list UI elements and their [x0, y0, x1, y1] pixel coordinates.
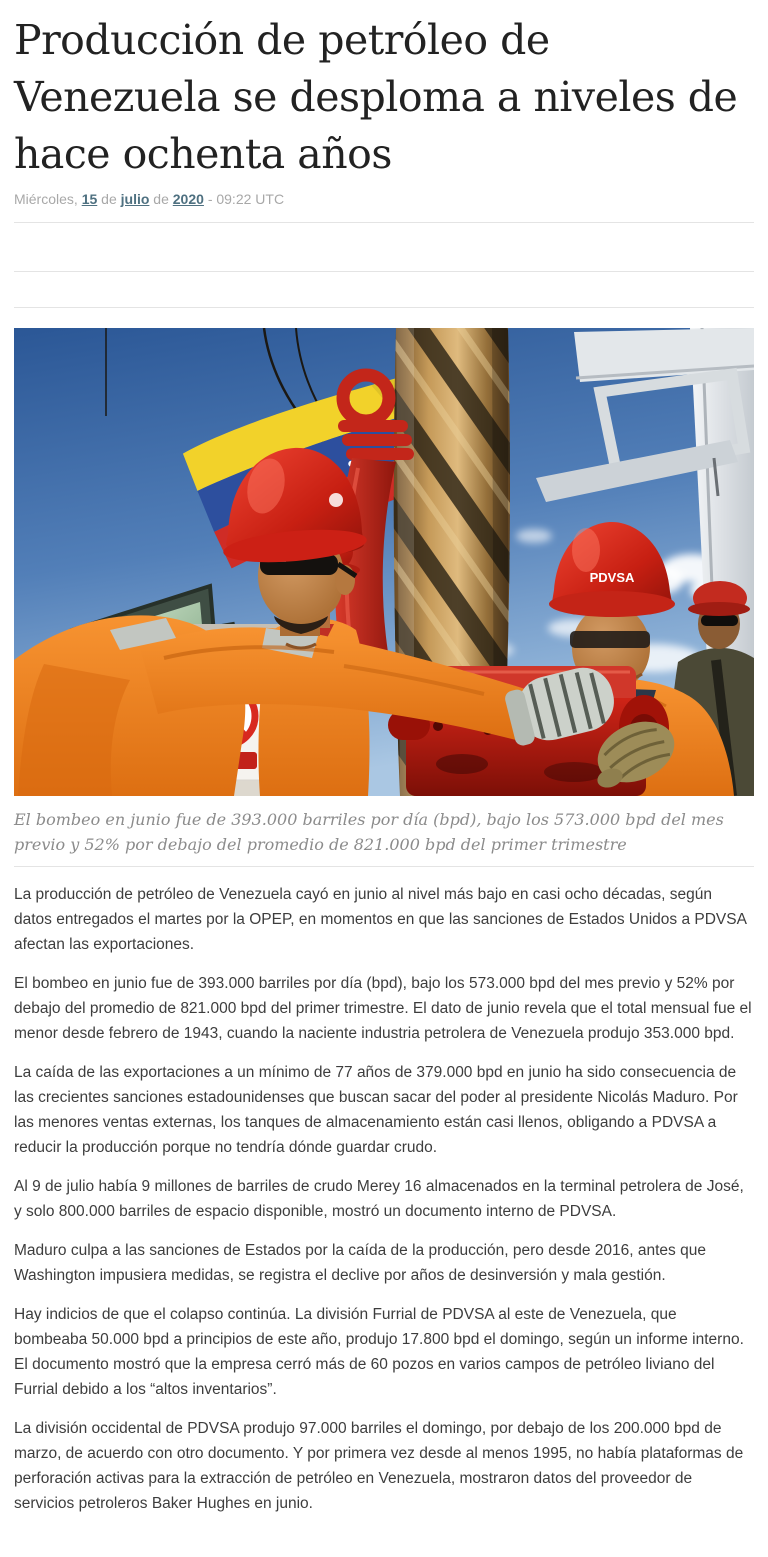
date-de1: de — [101, 191, 117, 207]
article-paragraph: Al 9 de julio había 9 millones de barriles de crudo Merey 16 almacenados en la terminal petrolera de José, y solo 800.000 barriles de espacio disponible, mostró un documento interno de PDVSA. — [14, 1178, 744, 1220]
photo-caption: El bombeo en junio fue de 393.000 barriles por día (bpd), bajo los 573.000 bpd del mes previo y 52% por debajo del promedio de 821.000 bpd del primer trimestre — [14, 810, 724, 854]
date-suffix: - 09:22 UTC — [207, 191, 285, 207]
divider — [14, 307, 754, 308]
date-prefix: Miércoles, — [14, 191, 78, 207]
article-paragraph: El bombeo en junio fue de 393.000 barriles por día (bpd), bajo los 573.000 bpd del mes previo y 52% por debajo del promedio de 821.000 bpd del primer trimestre. El dato de junio revela que el total mensual fue el menor desde febrero de 1943, cuando la naciente industria petrolera de Venezuela produjo 353.000 bpd. — [14, 975, 752, 1042]
date-day-link[interactable]: 15 — [81, 191, 98, 207]
article-paragraph: La producción de petróleo de Venezuela cayó en junio al nivel más bajo en casi ocho décadas, según datos entregados el martes por la OPEP, en momentos en que las sanciones de Estados Unidos a PDVSA afectan las exportaciones. — [14, 886, 747, 953]
article-paragraph: La división occidental de PDVSA produjo 97.000 barriles el domingo, por debajo de los 200.000 bpd de marzo, de acuerdo con otro documento. Y por primera vez desde al menos 1995, no había plataformas de perforación activas para la extracción de petróleo en Venezuela, mostraron datos del proveedor de servicios petroleros Baker Hughes en junio. — [14, 1420, 744, 1512]
article-paragraph: Hay indicios de que el colapso continúa. La división Furrial de PDVSA al este de Venezuela, que bombeaba 50.000 bpd a principios de este año, produjo 17.800 bpd el domingo, según un informe interno. El documento mostró que la empresa cerró más de 60 pozos en varios campos de petróleo liviano del Furrial debido a los “altos inventarios”. — [14, 1306, 744, 1398]
date-de2: de — [153, 191, 169, 207]
article-paragraph: La caída de las exportaciones a un mínimo de 77 años de 379.000 bpd en junio ha sido consecuencia de las crecientes sanciones estadounidenses que buscan sacar del poder al presidente Nicolás Maduro. Por las menores ventas externas, los tanques de almacenamiento están casi llenos, obligando a PDVSA a reducir la producción porque no tendría dónde guardar crudo. — [14, 1064, 738, 1156]
article-page — [0, 12, 768, 1538]
divider — [14, 866, 754, 867]
article-paragraph: Maduro culpa a las sanciones de Estados por la caída de la producción, pero desde 2016, antes que Washington impusiera medidas, se registra el declive por años de desinversión y mala gestión. — [14, 1242, 706, 1284]
date-line — [14, 190, 754, 208]
sunglasses-background — [701, 615, 738, 626]
article-photo — [14, 328, 754, 796]
helmet-logo-text: PDVSA — [589, 570, 635, 585]
divider — [14, 271, 754, 272]
page-title: Producción de petróleo de Venezuela se desploma a niveles de hace ochenta años — [14, 16, 738, 178]
date-month-link[interactable]: julio — [120, 191, 150, 207]
divider — [14, 222, 754, 223]
article-photo-figure — [14, 328, 754, 857]
article-body — [14, 882, 754, 1516]
date-year-link[interactable]: 2020 — [172, 191, 204, 207]
glasses-right — [570, 631, 650, 648]
